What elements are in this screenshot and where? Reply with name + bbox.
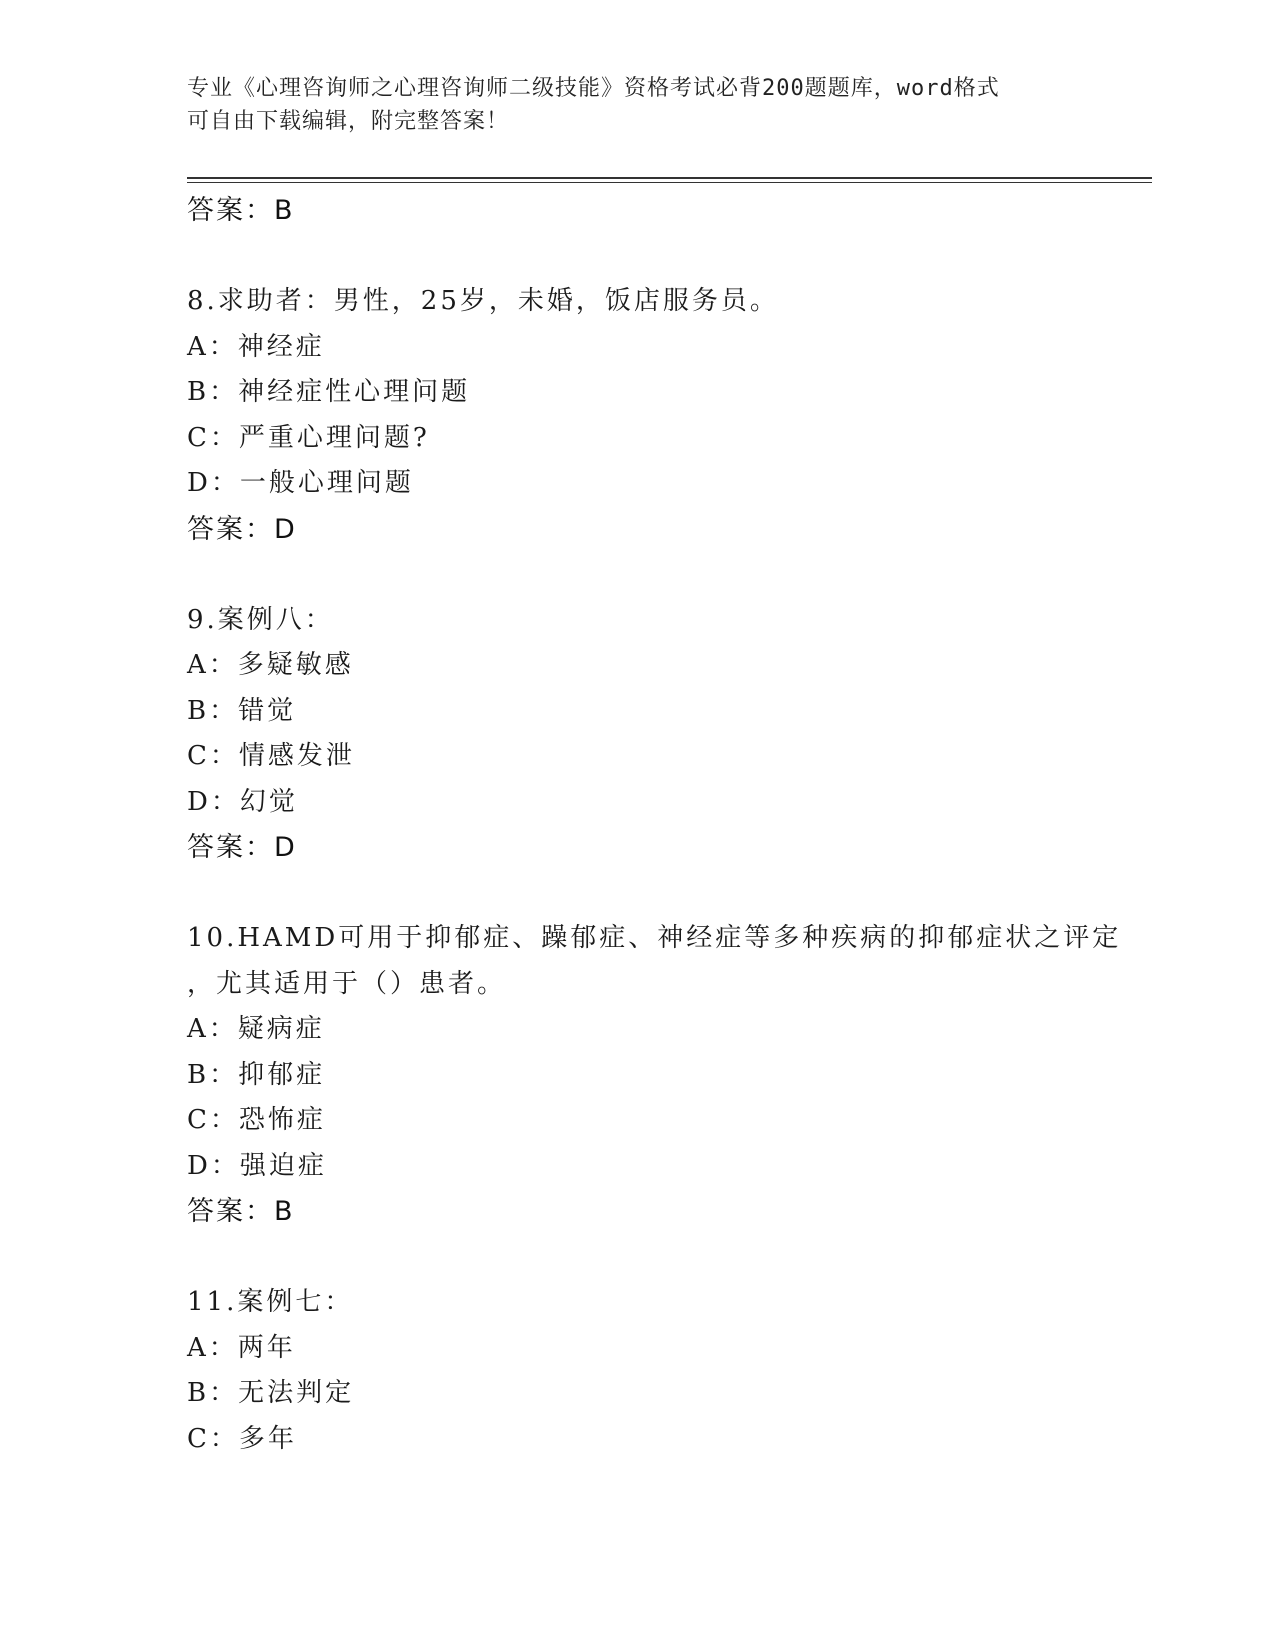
- option-b: B：错觉: [187, 695, 297, 726]
- option-a: A：疑病症: [187, 1014, 325, 1044]
- header-divider-thick: [187, 177, 1152, 179]
- option-b: B：无法判定: [187, 1378, 355, 1408]
- question-stem: 11.案例七：: [187, 1287, 354, 1317]
- option-a: A：两年: [187, 1332, 296, 1363]
- option-b: B：抑郁症: [187, 1059, 326, 1090]
- question-stem: 10.HAMD可用于抑郁症、躁郁症、神经症等多种疾病的抑郁症状之评定: [187, 923, 1122, 953]
- answer: 答案：D: [187, 832, 297, 863]
- header-divider-thin: [187, 182, 1152, 183]
- question-10: [187, 916, 1137, 1235]
- document-header: [187, 72, 1087, 138]
- option-a: A：多疑敏感: [187, 650, 354, 680]
- question-11: [187, 1280, 1137, 1462]
- answer: 答案：B: [187, 1196, 295, 1227]
- option-d: D：幻觉: [187, 786, 298, 817]
- option-c: C：严重心理问题?: [187, 422, 430, 453]
- question-list: [187, 188, 1137, 1462]
- question-stem: 9.案例八：: [187, 604, 334, 635]
- header-line-2: 可自由下载编辑，附完整答案！: [187, 109, 510, 134]
- option-d: D：强迫症: [187, 1150, 327, 1181]
- option-d: D：一般心理问题: [187, 468, 414, 498]
- question-stem: 8.求助者：男性，25岁，未婚，饭店服务员。: [187, 286, 779, 316]
- option-c: C：多年: [187, 1423, 297, 1454]
- question-9: [187, 598, 1137, 871]
- header-line-1: 专业《心理咨询师之心理咨询师二级技能》资格考试必背200题题库，word格式: [187, 76, 1000, 101]
- option-b: B：神经症性心理问题: [187, 377, 471, 407]
- option-a: A：神经症: [187, 331, 325, 362]
- option-c: C：恐怖症: [187, 1105, 326, 1135]
- question-8: [187, 279, 1137, 552]
- previous-answer: 答案：B: [187, 195, 295, 226]
- option-c: C：情感发泄: [187, 741, 355, 771]
- question-stem-continued: ，尤其适用于（）患者。: [187, 968, 507, 999]
- answer: 答案：D: [187, 513, 297, 545]
